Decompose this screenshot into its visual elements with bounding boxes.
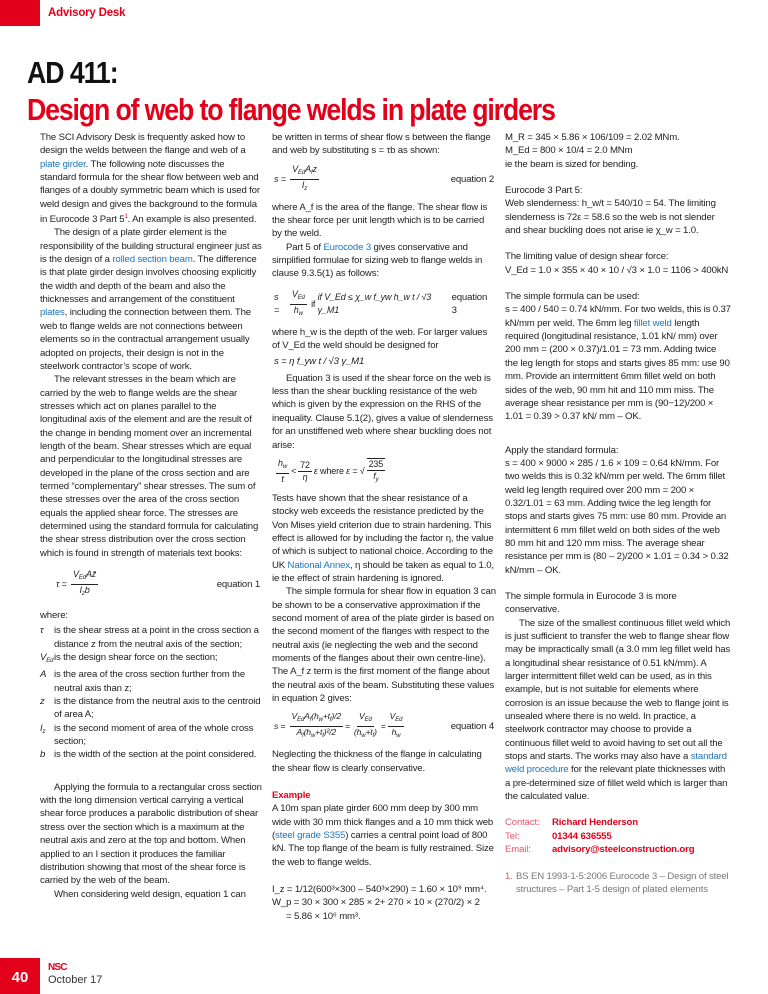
paragraph: The simple formula in Eurocode 3 is more conservative. bbox=[505, 590, 677, 616]
calc-line: W_p = 30 × 300 × 285 × 2+ 270 × 10 × (270/2) × 2 bbox=[272, 897, 480, 909]
calc-line: M_Ed = 800 × 10/4 = 2.0 MNm bbox=[505, 145, 633, 157]
paragraph: be written in terms of shear flow s between the flange and web by substituting s = τb as shown: bbox=[272, 132, 491, 157]
calc-line: V_Ed = 1.0 × 355 × 40 × 10 / √3 × 1.0 = 1106 > 400kN bbox=[505, 264, 729, 276]
steel-grade-link[interactable]: steel grade S355 bbox=[275, 830, 346, 842]
equation-3-formula: s = $\frac{V_{Ed}}{h_w}$ if if V_Ed ≤ χ_w f_yw h_w t / √3 γ_M1 bbox=[274, 288, 432, 317]
definition-item: $I_z$ is the second moment of area of the whole cross section; bbox=[40, 722, 254, 748]
equation-2-label: equation 2 bbox=[450, 173, 494, 185]
equation-3b: s = η f_yw t / √3 γ_M1 bbox=[274, 356, 365, 368]
eurocode-3-link[interactable]: Eurocode 3 bbox=[323, 241, 372, 253]
fillet-weld-link[interactable]: fillet weld bbox=[633, 317, 672, 329]
rolled-section-beam-link[interactable]: rolled section beam bbox=[112, 254, 193, 266]
reference-item: 1. BS EN 1993-1-5:2006 Eurocode 3 – Design of steel structures – Part 1-5 design of plated elements bbox=[505, 870, 729, 895]
paragraph: s = 400 / 540 = 0.74 kN/mm. For two welds, this is 0.37 kN/mm per weld. The 6mm leg fillet weld length required (longitudinal resistance, 1.01 kN/ mm) over 200 mm = (200 × 0.37)/1.01 = 73 mm. Adding twice the leg length for stops and starts gives 85 mm: use 90 mm. Provide an intermittent 6mm fillet weld on both sides of the web, 90 mm hit and 110 mm miss. The average shear resistance per mm is (90−12)/200 × 1.01 = 0.39 > 0.37 kN/ mm – OK. bbox=[505, 304, 731, 423]
paragraph: The size of the smallest continuous fillet weld which is just sufficient to transfer the web to flange shear flow may be impractically small (a 3.0 mm leg fillet weld has a longitudinal shear resistance of 0.51 kN/mm). A larger intermittent fillet weld can be used, as in this example, but is not suitable for elements where corrosion is an issue because the web to flange joint is unsealed where there is no weld. In practice, a steelwork contractor may choose to provide a continuous fillet weld to avoid having to set out all the stops and starts. The works may also have a standard weld procedure for the relevant plate thicknesses with a pre-determined size of fillet weld which is larger than the calculated value. bbox=[505, 617, 731, 803]
equation-1-label: equation 1 bbox=[216, 578, 260, 590]
publication-logo: NSC bbox=[48, 962, 67, 973]
equation-1-formula: τ = $\frac{V_{Ed}Az̄}{I_zb}$ bbox=[56, 569, 97, 597]
equation-4-formula: s = $\frac{V_{Ed}A_f(h_w+t_f)/2}{A_f(h_w+t_f)^2/2}$ = $\frac{V_{Ed}}{(h_w+t_f)}$ = $\frac{V_{Ed}}{h_w}$ bbox=[274, 711, 403, 740]
paragraph: s = 400 × 9000 × 285 / 1.6 × 109 = 0.64 kN/mm. For two welds this is 0.32 kN/mm per weld. The 6mm fillet weld leg length required over 200 mm = 200 × 0.32/1.01 = 63 mm. Adding twice the leg length for stops and starts gives 75 mm: use 80 mm. Provide an intermittent 6 mm fillet weld on both sides of the web 80 mm hit and 120 mm miss. The average shear resistance per mm is (80 – 2)/200 × 1.01 = 0.34 > 0.32 kN/mm – OK. bbox=[505, 457, 729, 576]
intro-paragraph: The SCI Advisory Desk is frequently asked how to design the welds between the flange and web of a plate girder. The following note discusses the standard formula for the shear flow between web and flanges of a doubly symmetric beam which is used for weld design and gives the background to the formula in Eurocode 3 Part $5^1$. An example is also presented. bbox=[40, 132, 260, 226]
national-annex-link[interactable]: National Annex bbox=[287, 559, 350, 571]
section-label: Advisory Desk bbox=[48, 7, 126, 19]
footnote-ref[interactable]: 1 bbox=[124, 214, 128, 221]
paragraph: The relevant stresses in the beam which are carried by the web to flange welds are the shear stresses which act on planes parallel to the longitudinal axis of the element and are the result of the change in bending moment over an incremental length of the beam. Shear stresses which are equal and perpendicular to the longitudinal stresses are developed in the plane of the cross section and are termed “complementary” shear stresses. The sum of these stresses over the area of the cross section equals the applied shear force. The stresses are determined using the standard formula for calculating the shear stress distribution over the cross section which is found in strength of materials text books: bbox=[40, 374, 259, 559]
contact-row: Tel: 01344 636555 bbox=[505, 830, 612, 842]
page-number: 40 bbox=[0, 958, 40, 994]
definition-list bbox=[40, 624, 262, 761]
subheading: The simple formula can be used: bbox=[505, 291, 640, 303]
subheading: The limiting value of design shear force: bbox=[505, 251, 669, 263]
definition-item: b is the width of the section at the point considered. bbox=[40, 749, 257, 761]
contact-row: Email: advisory@steelconstruction.org bbox=[505, 844, 695, 856]
plate-girder-link[interactable]: plate girder bbox=[40, 158, 86, 170]
equation-2-formula: s = $\frac{V_{Ed}A_fz}{I_z}$ bbox=[274, 163, 317, 192]
plates-link[interactable]: plates bbox=[40, 307, 65, 319]
paragraph: Neglecting the thickness of the flange in calculating the shear flow is clearly conservative. bbox=[272, 749, 482, 774]
contact-phone[interactable]: 01344 636555 bbox=[552, 830, 612, 842]
column-3 bbox=[505, 131, 731, 896]
equation-3 bbox=[272, 289, 496, 320]
paragraph: The design of a plate girder element is the responsibility of the building structural engineer just as is the design of a rolled section beam. The difference is that plate girder design involves choosing explicitly the width and depth of the beam and also the thicknesses and arrangement of the constituent plates, including the connection between them. The web to flange welds are not connections between elements so in the contractual arrangement usually adopted on projects, their design is not in the steelwork contractor’s scope of work. bbox=[40, 227, 262, 372]
contact-block bbox=[505, 816, 731, 856]
paragraph: Web slenderness: h_w/t = 540/10 = 54. The limiting slenderness is 72ε = 58.6 so the web is not slender and shear buckling does not arise ie χ_w = 1.0. bbox=[505, 198, 716, 237]
paragraph: When considering weld design, equation 1 can bbox=[54, 888, 246, 900]
contact-name: Richard Henderson bbox=[552, 817, 638, 829]
paragraph: Part 5 of Eurocode 3 gives conservative and simplified formulae for sizing web to flange welds in clause 9.3.5(1) as follows: bbox=[272, 241, 483, 280]
example-paragraph: A 10m span plate girder 600 mm deep by 300 mm wide with 30 mm thick flanges and a 10 mm thick web (steel grade S355) carries a central point load of 800 kN. The top flange of the beam is fully restrained. Size the web to flange welds. bbox=[272, 803, 494, 868]
where-label: where: bbox=[40, 610, 68, 621]
example-heading: Example bbox=[272, 790, 311, 802]
definition-item: A is the area of the cross section further from the neutral axis than z; bbox=[40, 669, 246, 694]
definition-item: $V_{Ed}$ is the design shear force on the section; bbox=[40, 652, 218, 665]
contact-email[interactable]: advisory@steelconstruction.org bbox=[552, 844, 695, 856]
equation-4 bbox=[272, 711, 496, 742]
paragraph: The simple formula for shear flow in equation 3 can be shown to be a conservative approximation if the second moment of area of the plate girder is based on the second moment of the flanges with respect to the neutral axis (ie neglecting the web and the second moments of the flanges about their own centre-line). The A_f z term is the first moment of the flange about the neutral axis of the beam. Substituting these values in equation 2 gives: bbox=[272, 586, 496, 704]
equation-2 bbox=[272, 164, 496, 195]
definition-item: z is the distance from the neutral axis to the centroid of area A; bbox=[40, 696, 261, 721]
standard-weld-procedure-link[interactable]: standard weld procedure bbox=[505, 751, 727, 776]
column-1 bbox=[40, 131, 262, 901]
slenderness-equation: $\frac{h_w}{t}$ < $\frac{72}{\eta}$ ε where ε = √ $\frac{235}{f_y}$ bbox=[278, 458, 384, 485]
paragraph: where A_f is the area of the flange. The shear flow is the shear force per unit length which is to be carried by the weld. bbox=[272, 201, 488, 240]
calc-line: = 5.86 × 10⁶ mm³. bbox=[286, 910, 361, 922]
equation-4-label: equation 4 bbox=[450, 721, 494, 733]
equation-1 bbox=[40, 569, 262, 600]
subheading: Apply the standard formula: bbox=[505, 444, 619, 456]
calc-line: M_R = 345 × 5.86 × 106/109 = 2.02 MNm. bbox=[505, 132, 680, 143]
article-headline: Design of web to flange welds in plate girders bbox=[27, 92, 555, 127]
article-title bbox=[27, 55, 747, 129]
subheading: Eurocode 3 Part 5: bbox=[505, 185, 583, 197]
paragraph: Equation 3 is used if the shear force on the web is less than the shear buckling resistance of the web which is given by the expression on the RHS of the inequality. Clause 5.1(2), gives a value of slenderness for an unstiffened web where shear buckling does not arise: bbox=[272, 372, 493, 451]
article-code: AD 411: bbox=[27, 55, 118, 90]
definition-item: τ is the shear stress at a point in the cross section a distance z from the neutral axis of the section; bbox=[40, 625, 259, 650]
calc-line: I_z = 1/12(600³×300 – 540³×290) = 1.60 × 10⁹ mm⁴. bbox=[272, 884, 487, 896]
equation-3-label: equation 3 bbox=[451, 291, 488, 317]
calc-line: ie the beam is sized for bending. bbox=[505, 158, 639, 170]
paragraph: where h_w is the depth of the web. For larger values of V_Ed the weld should be designed for bbox=[272, 326, 488, 352]
header-accent-block bbox=[0, 0, 40, 26]
contact-row: Contact: Richard Henderson bbox=[505, 817, 638, 829]
column-2 bbox=[272, 131, 496, 923]
paragraph: Tests have shown that the shear resistance of a stocky web exceeds the resistance predicted by the Von Mises yield criterion due to strain hardening. This effect is allowed for by including the factor η, the value of which is subject to national choice. According to the UK National Annex, η should be taken as equal to 1.0, ie the effect of strain hardening is ignored. bbox=[272, 492, 494, 584]
paragraph: Applying the formula to a rectangular cross section with the long dimension vertical carrying a vertical shear force produces a parabolic distribution of shear stress over the section which is a maximum at the neutral axis and zero at the top and bottom. When applied to an I section it produces the familiar distribution showing that most of the shear force is carried by the web of the beam. bbox=[40, 781, 262, 887]
issue-date: October 17 bbox=[48, 974, 103, 986]
